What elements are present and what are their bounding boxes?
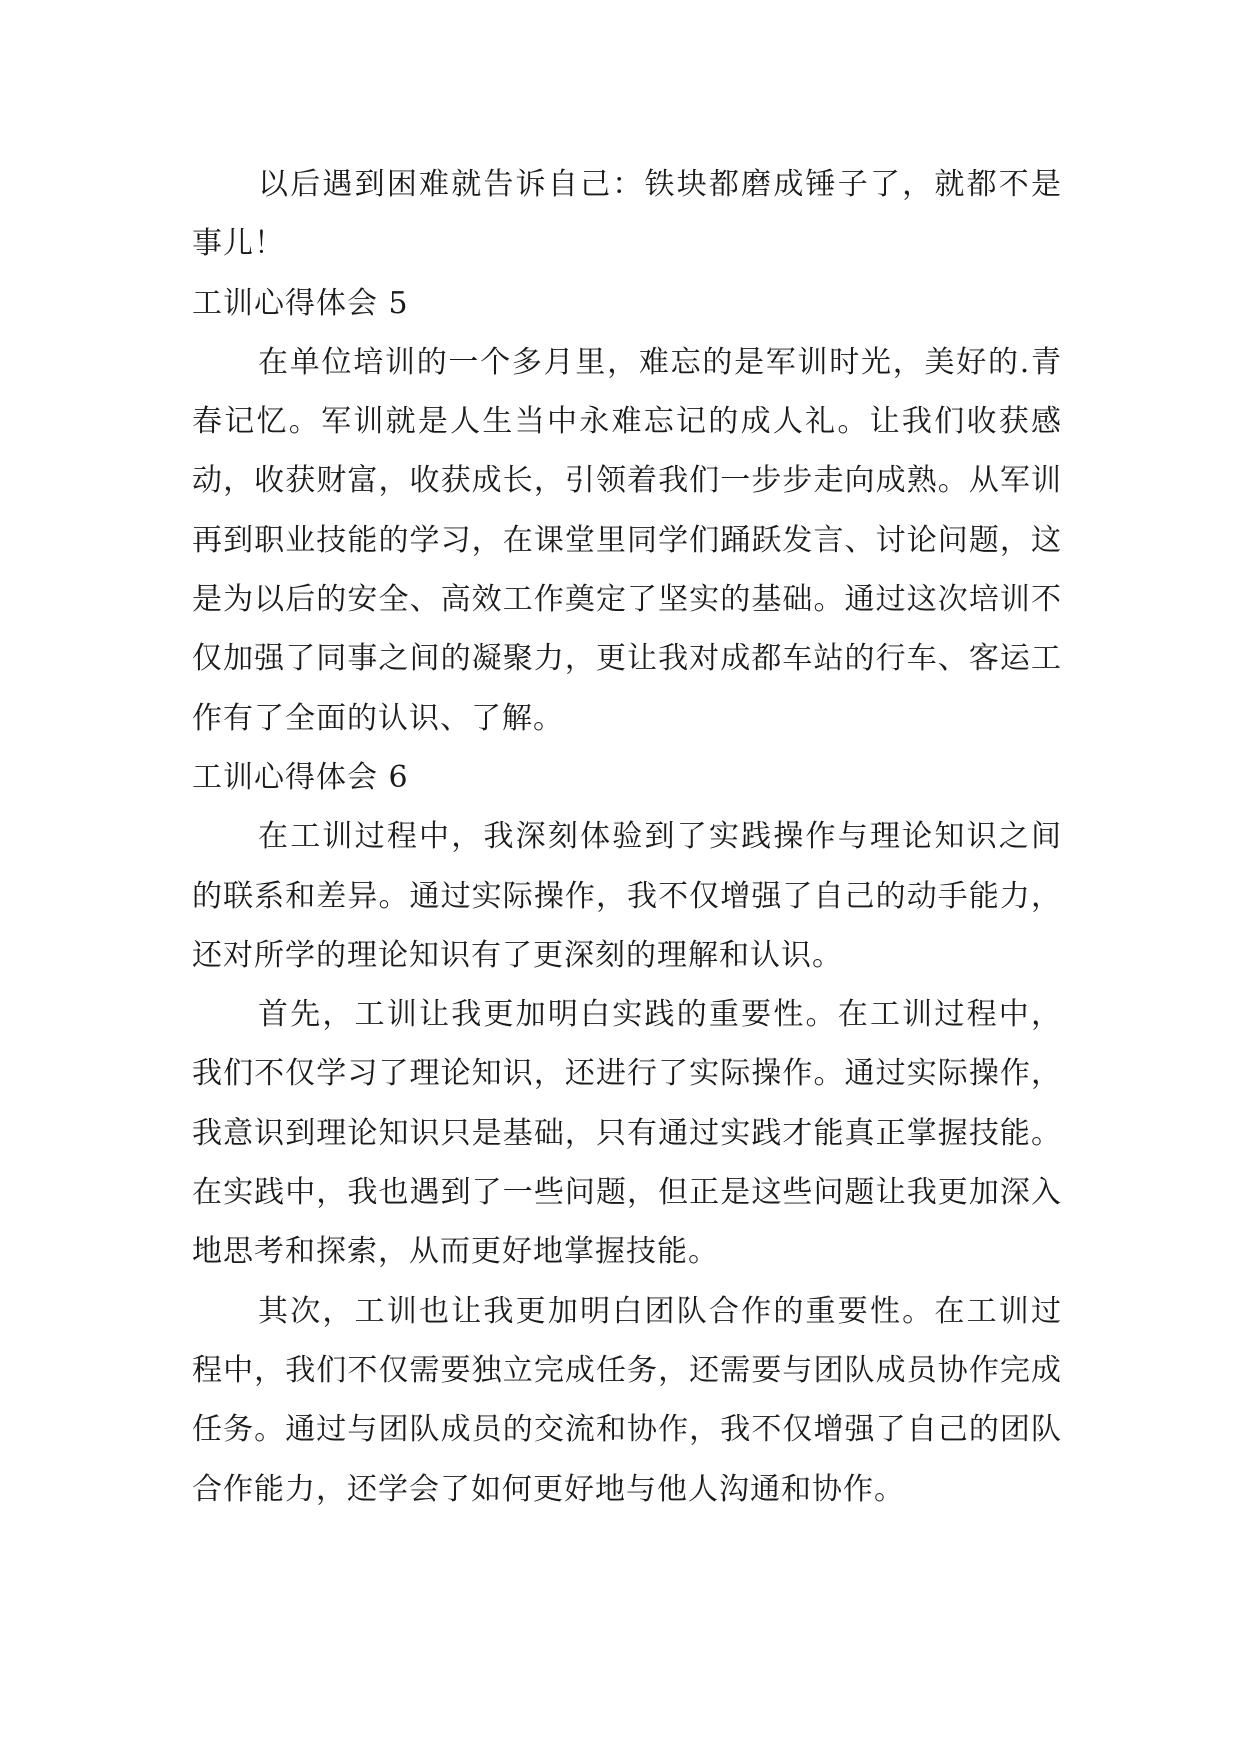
paragraph: 其次，工训也让我更加明白团队合作的重要性。在工训过程中，我们不仅需要独立完成任务，还需要与团队成员协作完成任务。通过与团队成员的交流和协作，我不仅增强了自己的团队合作能力，还学会了如何更好地与他人沟通和协作。 [192,1293,1062,1507]
document-body [192,155,1062,1519]
paragraph: 在工训过程中，我深刻体验到了实践操作与理论知识之间的联系和差异。通过实际操作，我不仅增强了自己的动手能力，还对所学的理论知识有了更深刻的理解和认识。 [192,819,1062,973]
paragraph: 以后遇到困难就告诉自己：铁块都磨成锤子了，就都不是事儿！ [192,167,1062,262]
paragraph: 在单位培训的一个多月里，难忘的是军训时光，美好的.青春记忆。军训就是人生当中永难忘记的成人礼。让我们收获感动，收获财富，收获成长，引领着我们一步步走向成熟。从军训再到职业技能的学习，在课堂里同学们踊跃发言、讨论问题，这是为以后的安全、高效工作奠定了坚实的基础。通过这次培训不仅加强了同事之间的凝聚力，更让我对成都车站的行车、客运工作有了全面的认识、了解。 [192,344,1062,736]
paragraph: 首先，工训让我更加明白实践的重要性。在工训过程中，我们不仅学习了理论知识，还进行了实际操作。通过实际操作，我意识到理论知识只是基础，只有通过实践才能真正掌握技能。在实践中，我也遇到了一些问题，但正是这些问题让我更加深入地思考和探索，从而更好地掌握技能。 [192,997,1062,1270]
section-heading-5: 工训心得体会 5 [192,285,409,321]
section-heading-6: 工训心得体会 6 [192,759,409,795]
